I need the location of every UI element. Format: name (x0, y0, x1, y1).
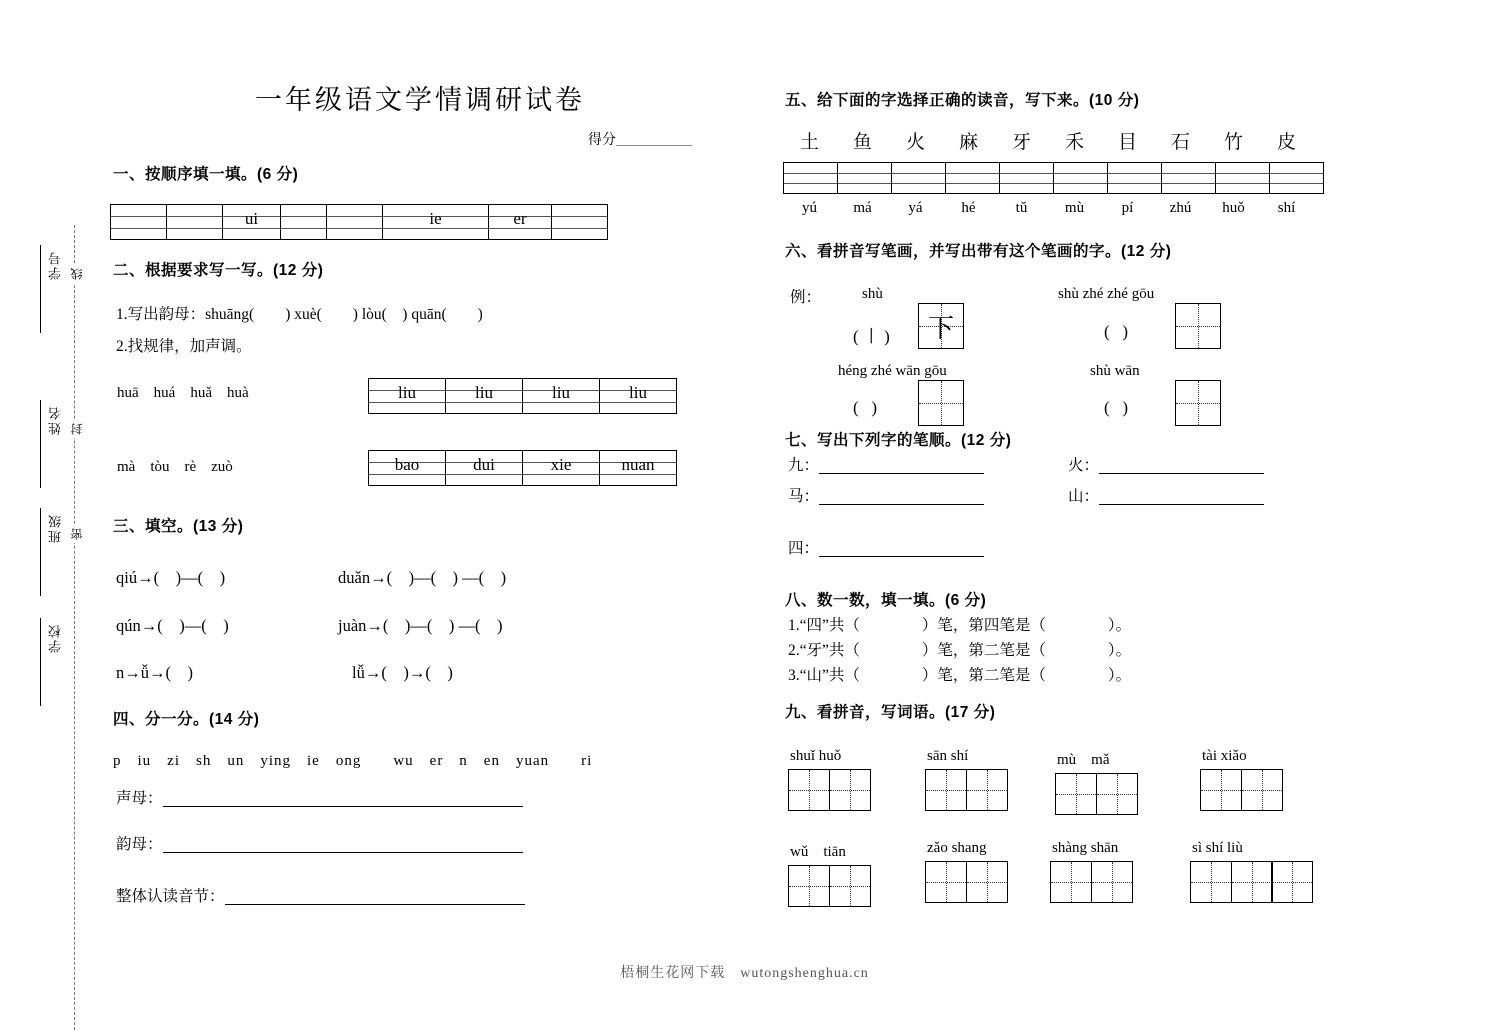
section-2-row1-grid (368, 378, 677, 414)
s6-item1-pinyin: shù zhé zhé gōu (1058, 286, 1155, 302)
section-7-answer-shan[interactable] (1099, 489, 1264, 505)
section-4-row-shengmu (116, 786, 523, 808)
s2r2-cell-1[interactable]: dui (473, 455, 495, 474)
s5-char-7: 石 (1170, 132, 1190, 153)
s9-word-7 (1190, 840, 1313, 903)
margin-rule-3 (40, 508, 41, 596)
s6-item1-char (1176, 304, 1220, 348)
s9-word-0 (788, 748, 871, 811)
s9-word-2-boxes[interactable] (1055, 773, 1138, 815)
section-7-label-jiu: 九： (788, 457, 820, 474)
s9-word-1-boxes[interactable] (925, 769, 1008, 811)
section-2-row2-grid (368, 450, 677, 486)
s5-pinyin-3: hé (961, 200, 976, 216)
section-8-item-1: 2.“牙”共（ ）笔，第二笔是（ ）。 (788, 642, 1132, 659)
s9-word-5 (925, 840, 1008, 903)
section-4-answer-yunmu[interactable] (163, 837, 523, 853)
section-4-heading: 四、分一分。(14 分) (113, 711, 260, 728)
s9-word-3-boxes[interactable] (1200, 769, 1283, 811)
section-7-heading: 七、写出下列字的笔顺。(12 分) (785, 432, 1012, 449)
s5-char-8: 竹 (1223, 132, 1243, 153)
s9-word-4 (788, 840, 871, 907)
seal-char-xian: 线 (68, 265, 85, 283)
section-2-q2: 2.找规律，加声调。 (116, 338, 252, 355)
margin-field-xingming: 姓名 (48, 405, 63, 435)
s9-word-7-boxes[interactable] (1190, 861, 1313, 903)
s6-item2-char (919, 381, 963, 425)
section-3-item-5: lǚ→( )→( ) (352, 663, 453, 682)
s5-pinyin-5: mù (1064, 200, 1085, 216)
seal-char-feng: 封 (68, 420, 85, 438)
section-4-label-yunmu: 韵母： (116, 836, 163, 853)
section-2-row1-sample: huā huá huǎ huà (117, 385, 249, 401)
section-7-label-si: 四： (788, 540, 820, 557)
section-7-answer-huo[interactable] (1099, 458, 1264, 474)
margin-field-xuexiao: 学校 (48, 623, 63, 653)
s5-pinyin-4: tǔ (1015, 200, 1028, 216)
footer-watermark: 梧桐生花网下载 wutongshenghua.cn (620, 966, 869, 981)
s6-item0-pinyin: shù (862, 286, 883, 302)
section-7-row-ma (788, 484, 984, 506)
section-9-heading: 九、看拼音，写词语。(17 分) (785, 704, 996, 721)
section-7-row-si (788, 536, 984, 558)
s5-pinyin-6: pí (1121, 200, 1134, 216)
margin-rule-4 (40, 618, 41, 706)
section-4-answer-shengmu[interactable] (163, 791, 523, 807)
s2r1-cell-2[interactable]: liu (552, 383, 570, 402)
score-box (588, 129, 692, 149)
section-3-heading: 三、填空。(13 分) (113, 518, 244, 535)
section-3-item-3: juàn→( )—( ) —( ) (338, 616, 503, 635)
s5-char-6: 目 (1117, 132, 1137, 153)
margin-rule-1 (40, 245, 41, 333)
s5-char-1: 鱼 (852, 132, 872, 153)
seal-char-mi: 密 (68, 525, 85, 543)
section-8-heading: 八、数一数，填一填。(6 分) (785, 592, 987, 609)
s6-item2-bracket[interactable]: ( ) (853, 398, 878, 417)
s6-item1-box[interactable] (1175, 303, 1221, 354)
s9-word-3 (1200, 748, 1283, 811)
s6-item2-box[interactable] (918, 380, 964, 431)
s6-item0-char: 下 (927, 313, 954, 343)
s2r2-cell-3[interactable]: nuan (621, 455, 655, 474)
section-3-item-0: qiú→( )—( ) (116, 568, 226, 587)
s9-word-0-boxes[interactable] (788, 769, 871, 811)
s1-cell-6: er (513, 209, 527, 228)
s9-word-6-pinyin: shàng shān (1052, 840, 1119, 856)
section-7-row-huo (1068, 453, 1264, 475)
section-7-row-jiu (788, 453, 984, 475)
s6-item1-bracket[interactable]: ( ) (1104, 322, 1129, 341)
section-2-row2-sample: mà tòu rè zuò (117, 459, 233, 475)
s9-word-4-pinyin: wǔ tiān (790, 844, 846, 860)
s2r1-cell-0[interactable]: liu (398, 383, 416, 402)
s9-word-1-pinyin: sān shí (927, 748, 969, 764)
s5-char-2: 火 (905, 132, 925, 153)
section-5-heading: 五、给下面的字选择正确的读音，写下来。(10 分) (785, 92, 1140, 109)
section-3-item-1: duǎn→( )—( ) —( ) (338, 568, 507, 587)
s5-pinyin-2: yá (908, 200, 923, 216)
section-4-label-shengmu: 声母： (116, 790, 163, 807)
section-7-answer-ma[interactable] (819, 489, 984, 505)
section-4-row-zhengti (116, 884, 525, 906)
section-4-row-yunmu (116, 832, 523, 854)
margin-field-xuehao: 学号 (48, 250, 63, 280)
score-label: 得分 (588, 133, 616, 148)
section-8-item-0: 1.“四”共（ ）笔，第四笔是（ ）。 (788, 617, 1132, 634)
section-1-pinyin-grid (110, 204, 608, 240)
s5-pinyin-8: huǒ (1222, 200, 1245, 216)
s9-word-6-boxes[interactable] (1050, 861, 1133, 903)
seal-dashed-line (74, 225, 75, 1030)
s5-char-3: 麻 (958, 132, 978, 153)
section-5-answer-grid (783, 162, 1324, 194)
s5-pinyin-1: má (853, 200, 872, 216)
s9-word-2 (1055, 748, 1138, 815)
s6-item0-box[interactable] (918, 303, 964, 354)
s1-cell-2: ui (244, 209, 259, 228)
section-8-item-2: 3.“山”共（ ）笔，第二笔是（ ）。 (788, 667, 1132, 684)
s6-item3-bracket[interactable]: ( ) (1104, 398, 1129, 417)
s6-item3-box[interactable] (1175, 380, 1221, 431)
s6-item0-bracket[interactable]: ( 丨 ) (853, 327, 890, 346)
s9-word-1 (925, 748, 1008, 811)
s6-item2-pinyin: héng zhé wān gōu (838, 363, 947, 379)
s6-item3-char (1176, 381, 1220, 425)
s2r2-cell-0[interactable]: bao (394, 455, 420, 474)
section-4-pool: p iu zi sh un ying ie ong wu er n en yuan ri (113, 753, 593, 769)
section-7-label-ma: 马： (788, 488, 820, 505)
s5-char-4: 牙 (1011, 132, 1031, 153)
section-7-answer-jiu[interactable] (819, 458, 984, 474)
s9-word-3-pinyin: tài xiǎo (1202, 748, 1247, 764)
section-7-row-shan (1068, 484, 1264, 506)
section-7-label-shan: 山： (1068, 488, 1100, 505)
section-5-pinyin-row (783, 200, 1313, 217)
margin-field-banji: 班级 (48, 513, 63, 543)
s5-pinyin-9: shí (1277, 200, 1296, 216)
s5-char-0: 土 (799, 132, 819, 153)
s9-word-7-pinyin: sì shí liù (1192, 840, 1243, 856)
margin-rule-2 (40, 400, 41, 488)
section-7-answer-si[interactable] (819, 541, 984, 557)
s9-word-6 (1050, 840, 1133, 903)
s9-word-4-boxes[interactable] (788, 865, 871, 907)
section-3-item-4: n→ǚ→( ) (116, 663, 193, 682)
s2r2-cell-2[interactable]: xie (550, 455, 572, 474)
s2r1-cell-1[interactable]: liu (475, 383, 493, 402)
s9-word-2-pinyin: mù mǎ (1057, 752, 1110, 768)
s5-char-9: 皮 (1276, 132, 1296, 153)
s9-word-5-boxes[interactable] (925, 861, 1008, 903)
section-5-char-row (783, 127, 1313, 154)
s5-pinyin-7: zhú (1169, 200, 1192, 216)
score-blank (616, 145, 692, 146)
section-4-label-zhengti: 整体认读音节： (116, 888, 225, 905)
page-title: 一年级语文学情调研试卷 (255, 85, 585, 115)
section-7-label-huo: 火： (1068, 457, 1100, 474)
s1-cell-5: ie (429, 209, 442, 228)
section-6-heading: 六、看拼音写笔画，并写出带有这个笔画的字。(12 分) (785, 243, 1172, 260)
section-3-item-2: qún→( )—( ) (116, 616, 229, 635)
s9-word-5-pinyin: zǎo shang (927, 840, 987, 856)
s6-item3-pinyin: shù wān (1090, 363, 1140, 379)
section-1-heading: 一、按顺序填一填。(6 分) (113, 166, 299, 183)
section-2-q1: 1.写出韵母：shuāng( ) xuè( ) lòu( ) quān( ) (116, 306, 483, 323)
section-2-heading: 二、根据要求写一写。(12 分) (113, 262, 324, 279)
section-6-example-label: 例： (790, 289, 822, 306)
s2r1-cell-3[interactable]: liu (629, 383, 647, 402)
s5-char-5: 禾 (1064, 132, 1084, 153)
s5-pinyin-0: yú (802, 200, 817, 216)
s9-word-0-pinyin: shuǐ huǒ (790, 748, 842, 764)
section-4-answer-zhengti[interactable] (225, 889, 525, 905)
